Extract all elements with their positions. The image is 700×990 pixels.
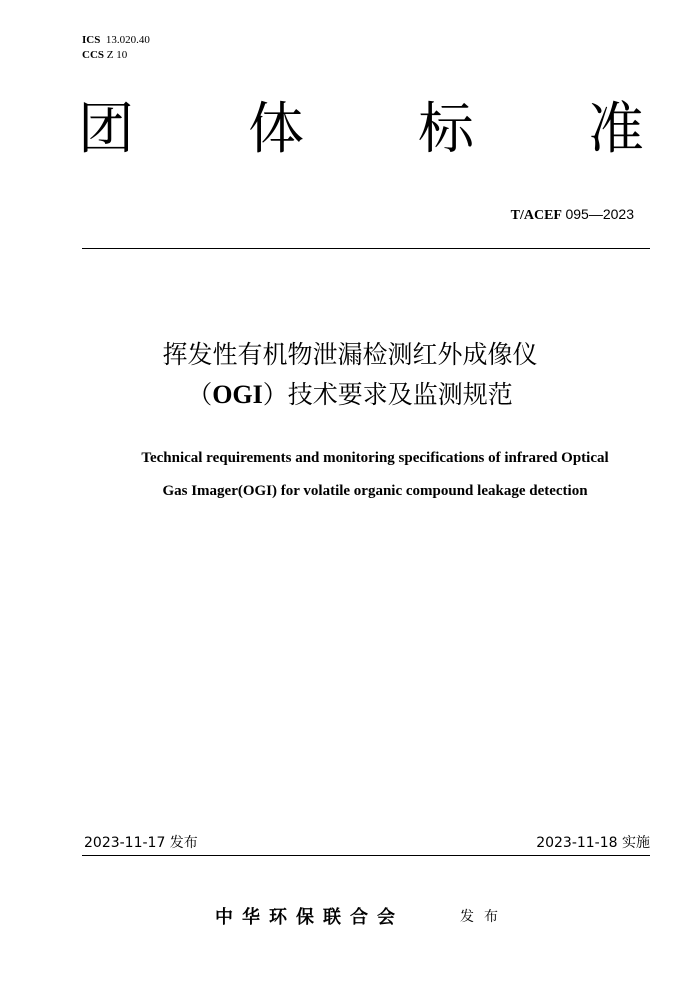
issuing-organization: 中华环保联合会 <box>215 907 404 928</box>
ics-label: ICS <box>82 34 101 46</box>
top-divider <box>82 248 650 249</box>
ccs-classification <box>82 49 127 62</box>
chinese-title-line-2 <box>0 378 700 412</box>
ics-classification <box>82 34 150 47</box>
standard-type-char-4: 准 <box>588 97 644 162</box>
ccs-label: CCS <box>82 49 105 61</box>
chinese-title-abbreviation: OGI <box>212 380 263 409</box>
standard-type-char-1: 团 <box>78 97 134 162</box>
chinese-title-paren-open: （ <box>187 380 213 409</box>
standard-number <box>511 206 634 224</box>
chinese-title-line-2-text: ）技术要求及监测规范 <box>262 380 513 409</box>
english-title-line-1: Technical requirements and monitoring specifications of infrared Optical <box>141 450 609 466</box>
standard-type-char-2: 体 <box>248 97 304 162</box>
bottom-divider <box>82 855 650 856</box>
standard-number-value: 095—2023 <box>565 206 634 222</box>
english-title-line-2: Gas Imager(OGI) for volatile organic compound leakage detection <box>162 483 588 499</box>
publish-date: 2023-11-17 发布 <box>84 835 198 851</box>
standard-type-char-3: 标 <box>418 97 474 162</box>
chinese-title-line-1: 挥发性有机物泄漏检测红外成像仪 <box>162 340 538 369</box>
standard-number-prefix: T/ACEF <box>510 208 562 223</box>
ccs-code: Z 10 <box>106 49 128 61</box>
implement-date: 2023-11-18 实施 <box>536 835 650 851</box>
ics-code: 13.020.40 <box>105 34 150 46</box>
issue-label: 发布 <box>460 909 508 925</box>
